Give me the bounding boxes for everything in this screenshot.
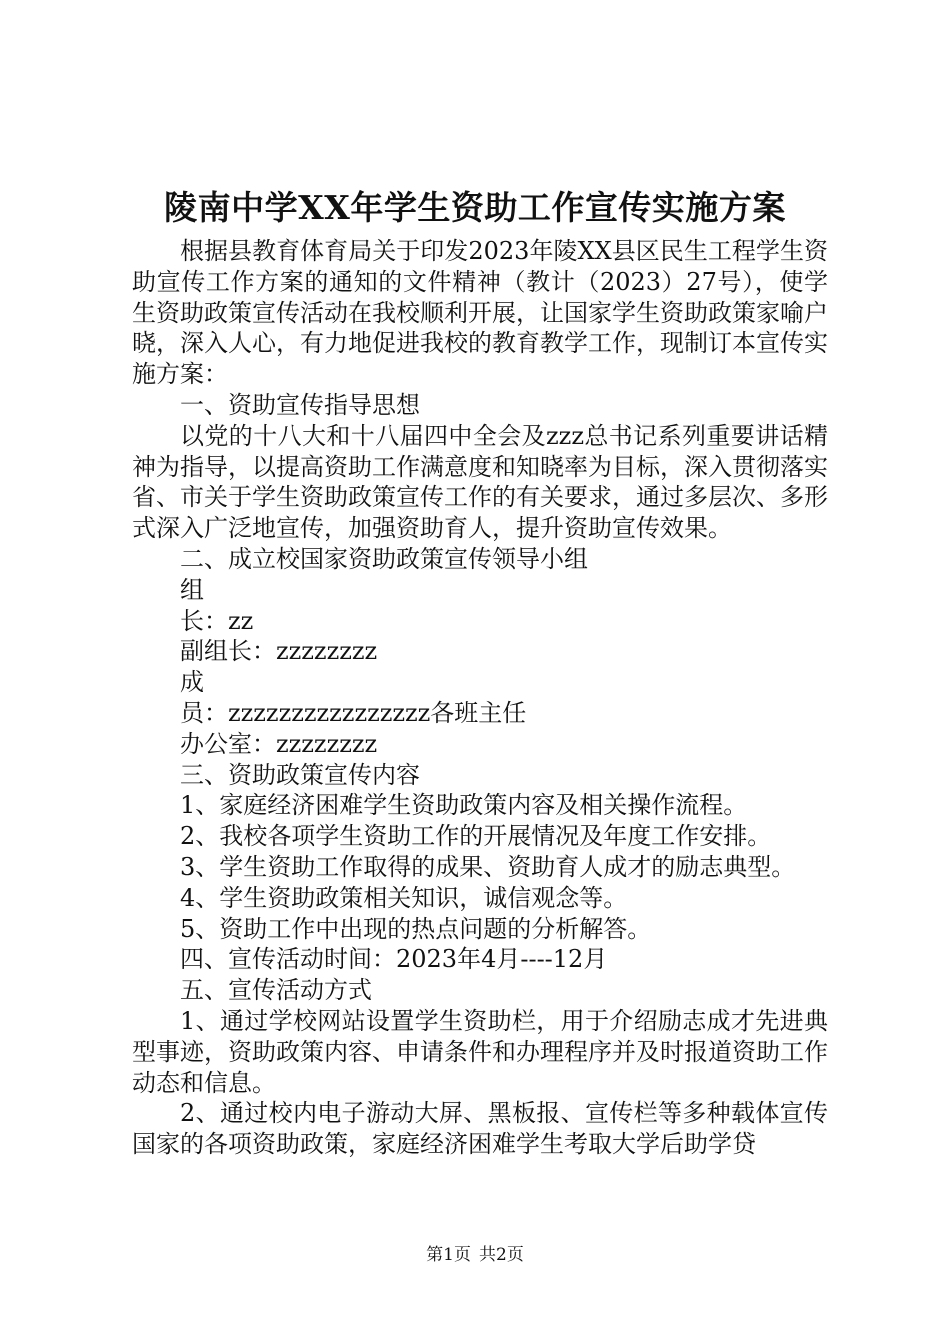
member-label-part1: 成 [180,668,204,697]
section-heading-5: 五、宣传活动方式 [180,976,372,1005]
content-item-4: 4、学生资助政策相关知识，诚信观念等。 [180,883,628,912]
group-leader-label-part1: 组 [180,575,204,604]
method-item-1: 1、通过学校网站设置学生资助栏，用于介绍励志成才先进典型事迹，资助政策内容、申请条件和办理程序并及时报道资助工作动态和信息。 [132,1006,828,1097]
section-heading-4: 四、宣传活动时间：2023年4月----12月 [180,945,608,974]
document-body [132,236,828,1160]
group-leader-line: 长：zz [180,606,254,635]
paragraph-intro: 根据县教育体育局关于印发2023年陵XX县区民生工程学生资助宣传工作方案的通知的文件精神（教计（2023）27号），使学生资助政策宣传活动在我校顺利开展，让国家学生资助政策家喻户晓，深入人心，有力地促进我校的教育教学工作，现制订本宣传实施方案： [132,237,828,389]
content-item-5: 5、资助工作中出现的热点问题的分析解答。 [180,914,652,943]
section-heading-3: 三、资助政策宣传内容 [180,760,420,789]
page-footer [0,1244,950,1266]
member-line: 员：zzzzzzzzzzzzzzzz各班主任 [180,698,527,727]
deputy-leader-line: 副组长：zzzzzzzz [180,637,378,666]
section-heading-1: 一、资助宣传指导思想 [180,390,420,419]
content-item-1: 1、家庭经济困难学生资助政策内容及相关操作流程。 [180,791,748,820]
content-item-3: 3、学生资助工作取得的成果、资助育人成才的励志典型。 [180,852,796,881]
office-line: 办公室：zzzzzzzz [180,729,378,758]
paragraph-guiding-thought: 以党的十八大和十八届四中全会及zzz总书记系列重要讲话精神为指导，以提高资助工作满意度和知晓率为目标，深入贯彻落实省、市关于学生资助政策宣传工作的有关要求，通过多层次、多形式深入广泛地宣传，加强资助育人，提升资助宣传效果。 [132,421,828,543]
page-number: 第1页 [426,1245,471,1265]
page-total: 共2页 [479,1245,524,1265]
document-title: 陵南中学XX年学生资助工作宣传实施方案 [164,188,786,227]
content-item-2: 2、我校各项学生资助工作的开展情况及年度工作安排。 [180,822,772,851]
section-heading-2: 二、成立校国家资助政策宣传领导小组 [180,544,588,573]
method-item-2: 2、通过校内电子游动大屏、黑板报、宣传栏等多种载体宣传国家的各项资助政策，家庭经济困难学生考取大学后助学贷 [132,1099,828,1159]
